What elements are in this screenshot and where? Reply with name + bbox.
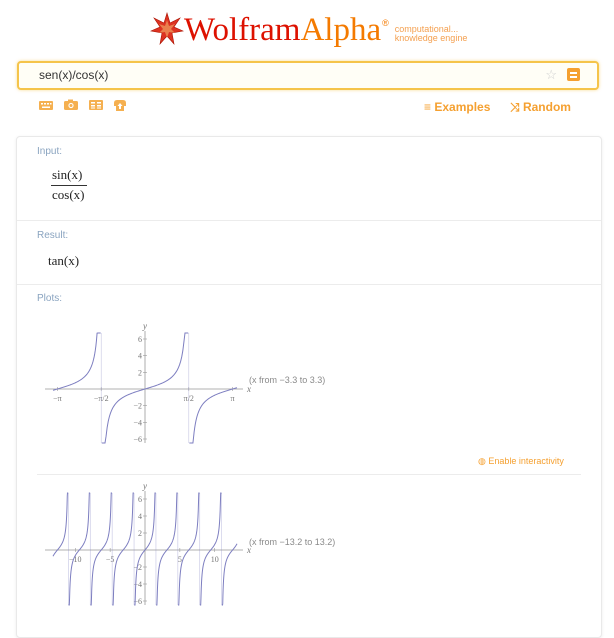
y-tick-label: 2 xyxy=(138,368,142,378)
x-axis-label: x xyxy=(247,384,251,394)
y-axis-label: y xyxy=(143,321,147,331)
y-tick-label: −2 xyxy=(133,401,142,411)
plot1-caption: (x from −3.3 to 3.3) xyxy=(249,375,326,385)
tagline-line-2: knowledge engine xyxy=(394,33,468,43)
tan-curve-segment xyxy=(178,493,200,605)
x-tick-label: π/2 xyxy=(183,394,194,403)
logo-alpha-text: Alpha xyxy=(300,12,382,48)
pod-divider xyxy=(17,284,601,285)
tan-curve-segment xyxy=(53,493,68,556)
tan-curve-segment xyxy=(90,493,112,605)
search-box[interactable] xyxy=(17,61,599,90)
y-tick-label: 4 xyxy=(138,351,142,361)
results-card xyxy=(16,136,602,638)
tan-curve-segment xyxy=(53,333,101,390)
tan-curve-segment xyxy=(200,493,222,605)
y-tick-label: −6 xyxy=(133,435,142,444)
plots-pod-label: Plots: xyxy=(37,293,63,304)
table-icon[interactable] xyxy=(88,98,104,112)
x-tick-label: 10 xyxy=(210,555,219,564)
logo-tagline xyxy=(395,25,468,43)
header xyxy=(0,0,614,56)
go-icon[interactable] xyxy=(567,68,580,81)
x-tick-label: 5 xyxy=(177,555,182,564)
plot2-caption: (x from −13.2 to 13.2) xyxy=(249,537,336,547)
upload-icon[interactable] xyxy=(112,98,128,112)
tagline-line-1: computational... xyxy=(394,24,459,34)
input-numerator-text: sin(x) xyxy=(52,167,83,182)
y-tick-label: 2 xyxy=(138,529,142,538)
x-tick-label: −10 xyxy=(69,555,82,564)
result-pod-label: Result: xyxy=(37,230,69,241)
y-tick-label: −2 xyxy=(133,563,142,572)
tan-plot-1 xyxy=(45,313,251,448)
input-pod-label: Input: xyxy=(37,146,63,157)
wolfram-star-icon xyxy=(150,12,184,46)
random-link[interactable] xyxy=(510,100,571,115)
logo-wolfram-text: Wolfram xyxy=(184,12,301,48)
y-axis-label: y xyxy=(143,481,147,491)
x-tick-label: π xyxy=(230,394,235,403)
keyboard-icon[interactable] xyxy=(38,98,54,112)
examples-link[interactable] xyxy=(424,100,490,114)
wolfram-alpha-logo[interactable] xyxy=(150,10,467,50)
menu-icon: ≡ xyxy=(424,100,432,114)
input-numerator xyxy=(52,167,82,183)
star-icon[interactable]: ☆ xyxy=(545,67,557,82)
y-tick-label: −4 xyxy=(133,580,142,589)
tan-curve-segment xyxy=(112,493,134,605)
tan-plot-2 xyxy=(45,479,251,609)
result-value: tan(x) xyxy=(48,253,80,268)
y-tick-label: 4 xyxy=(138,512,142,521)
examples-label: Examples xyxy=(434,100,491,114)
enable-interactivity-link[interactable] xyxy=(478,456,564,467)
y-tick-label: −4 xyxy=(133,418,142,428)
input-denominator xyxy=(52,187,85,203)
enable-interactivity-label: Enable interactivity xyxy=(488,456,564,466)
x-tick-label: −π/2 xyxy=(93,394,109,403)
plot-divider xyxy=(37,474,581,475)
search-input[interactable]: sen(x)/cos(x) xyxy=(39,68,109,82)
palette-icon: ◍ xyxy=(478,456,486,466)
pod-divider xyxy=(17,220,601,221)
tan-curve-segment xyxy=(69,493,91,605)
input-denominator-text: cos(x) xyxy=(52,187,85,202)
camera-icon[interactable] xyxy=(63,98,79,112)
y-tick-label: −6 xyxy=(133,597,142,606)
random-label: Random xyxy=(522,100,571,114)
fraction-line xyxy=(51,185,87,186)
y-tick-label: 6 xyxy=(138,335,142,344)
logo-registered-mark: ® xyxy=(382,18,389,28)
tan-curve-segment xyxy=(156,493,178,605)
x-axis-label: x xyxy=(247,545,251,555)
y-tick-label: 6 xyxy=(138,495,142,504)
tan-curve-segment xyxy=(222,544,237,605)
x-tick-label: −π xyxy=(53,394,62,403)
x-tick-label: −5 xyxy=(105,555,115,564)
shuffle-icon: ⤨ xyxy=(510,100,520,114)
